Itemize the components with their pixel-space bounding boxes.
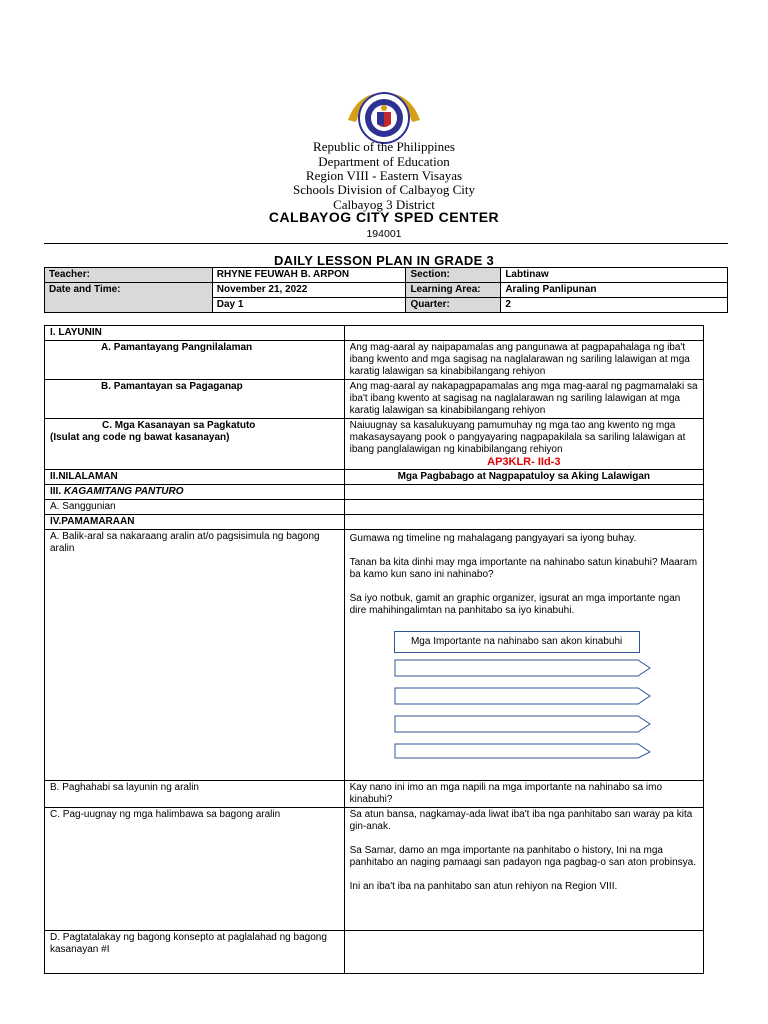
header-republic: Republic of the Philippines xyxy=(313,139,455,154)
pamantayang-nilalaman-label: A. Pamantayang Pangnilalaman xyxy=(45,341,345,380)
page-title: DAILY LESSON PLAN IN GRADE 3 xyxy=(273,253,495,268)
balik-aral-p1: Gumawa ng timeline ng mahalagang pangyayari sa iyong buhay. xyxy=(349,533,637,544)
pag-uugnay-p1: Sa atun bansa, nagkamay-ada liwat iba't iba nga panhitabo san waray pa kita gin-anak. xyxy=(349,809,693,832)
kagamitan-label: KAGAMITANG PANTURO xyxy=(63,486,184,497)
kasanayan-note: (Isulat ang code ng bawat kasanayan) xyxy=(50,432,230,443)
balik-aral-cell xyxy=(344,530,703,781)
timeline-arrow xyxy=(395,660,650,676)
school-name: CALBAYOG CITY SPED CENTER xyxy=(268,209,500,225)
date-label: Date and Time: xyxy=(45,283,213,313)
kasanayan-code: AP3KLR- IId-3 xyxy=(487,456,561,468)
lesson-info-table xyxy=(44,267,728,313)
pamantayang-nilalaman-text: Ang mag-aaral ay naipapamalas ang pangunawa at pagpapahalaga ng iba't ibang kwento and mga sagisag na naglalarawan ng sariling lalawigan at mga karatig lalawigan sa kinabibilangang rehiyon xyxy=(344,341,703,380)
teacher-label: Teacher: xyxy=(45,268,213,283)
section-value: Labtinaw xyxy=(501,268,728,283)
section-label: Section: xyxy=(406,268,501,283)
timeline-arrow xyxy=(395,688,650,704)
pag-uugnay-cell xyxy=(344,808,703,931)
kasanayan-text: Naiuugnay sa kasalukuyang pamumuhay ng mga tao ang kwento ng mga makasaysayang pook o pangyayaring nagpapakilala sa sariling lalawigan at ibang panglalawigan ng kinabibilangang rehiyon xyxy=(349,420,686,455)
layunin-heading: I. LAYUNIN xyxy=(45,326,345,341)
header-department: Department of Education xyxy=(318,154,450,169)
header-district: Calbayog 3 District xyxy=(333,197,435,212)
lesson-plan-table xyxy=(44,325,704,974)
paghahabi-label: B. Paghahabi sa layunin ng aralin xyxy=(45,781,345,808)
pamantayan-pagaganap-text: Ang mag-aaral ay nakapagpapamalas ang mga mag-aaral ng pagmamalaki sa iba't ibang kwento at sagisag na naglalarawan ng sariling lalawigan at mga karatig lalawigan sa kinabibilangang rehiyon xyxy=(344,380,703,419)
pagtatalakay-label: D. Pagtatalakay ng bagong konsepto at paglalahad ng bagong kasanayan #I xyxy=(45,931,345,974)
kagamitan-heading xyxy=(45,485,345,500)
nilalaman-heading: II.NILALAMAN xyxy=(45,470,345,485)
timeline-arrows xyxy=(394,659,654,759)
timeline-arrow xyxy=(395,716,650,732)
pamamaraan-heading: IV.PAMAMARAAN xyxy=(45,515,345,530)
quarter-label: Quarter: xyxy=(406,298,501,313)
kasanayan-label: C. Mga Kasanayan sa Pagkatuto xyxy=(102,420,256,431)
organizer-title: Mga Importante na nahinabo san akon kinabuhi xyxy=(394,631,640,653)
kagamitan-number: III. xyxy=(50,486,62,497)
balik-aral-p3: Sa iyo notbuk, gamit an graphic organizer, igsurat an mga importante ngan dire mahihingalimtan na panhitabo sa iyo kinabuhi. xyxy=(349,593,681,616)
header-divider xyxy=(44,243,728,244)
balik-aral-p2: Tanan ba kita dinhi may mga importante na nahinabo satun kinabuhi? Maaram ba kamo kun sano ini nahinabo? xyxy=(349,557,698,580)
timeline-arrow xyxy=(395,744,650,758)
pag-uugnay-p2: Sa Samar, damo an mga importante na panhitabo o history, Ini na mga panhitabo an naging pamaagi san padayon nga pagbag-o san aton probinsya. xyxy=(349,845,696,868)
deped-seal-icon xyxy=(344,90,424,146)
header-region: Region VIII - Eastern Visayas xyxy=(305,168,463,183)
pamantayan-pagaganap-label: B. Pamantayan sa Pagaganap xyxy=(45,380,345,419)
header-division: Schools Division of Calbayog City xyxy=(293,182,475,197)
area-label: Learning Area: xyxy=(406,283,501,298)
sanggunian-label: A. Sanggunian xyxy=(45,500,345,515)
kasanayan-cell-right xyxy=(344,419,703,470)
date-value: November 21, 2022 xyxy=(212,283,406,298)
pag-uugnay-label: C. Pag-uugnay ng mga halimbawa sa bagong aralin xyxy=(45,808,345,931)
teacher-value: RHYNE FEUWAH B. ARPON xyxy=(212,268,406,283)
quarter-value: 2 xyxy=(501,298,728,313)
area-value: Araling Panlipunan xyxy=(501,283,728,298)
nilalaman-text: Mga Pagbabago at Nagpapatuloy sa Aking Lalawigan xyxy=(344,470,703,485)
graphic-organizer xyxy=(350,631,698,761)
paghahabi-text: Kay nano ini imo an mga napili na mga importante na nahinabo sa imo kinabuhi? xyxy=(344,781,703,808)
balik-aral-label: A. Balik-aral sa nakaraang aralin at/o pagsisimula ng bagong aralin xyxy=(45,530,345,781)
school-id: 194001 xyxy=(366,228,402,240)
kasanayan-cell xyxy=(45,419,345,470)
day-value: Day 1 xyxy=(212,298,406,313)
pag-uugnay-p3: Ini an iba't iba na panhitabo san atun rehiyon na Region VIII. xyxy=(349,881,618,892)
